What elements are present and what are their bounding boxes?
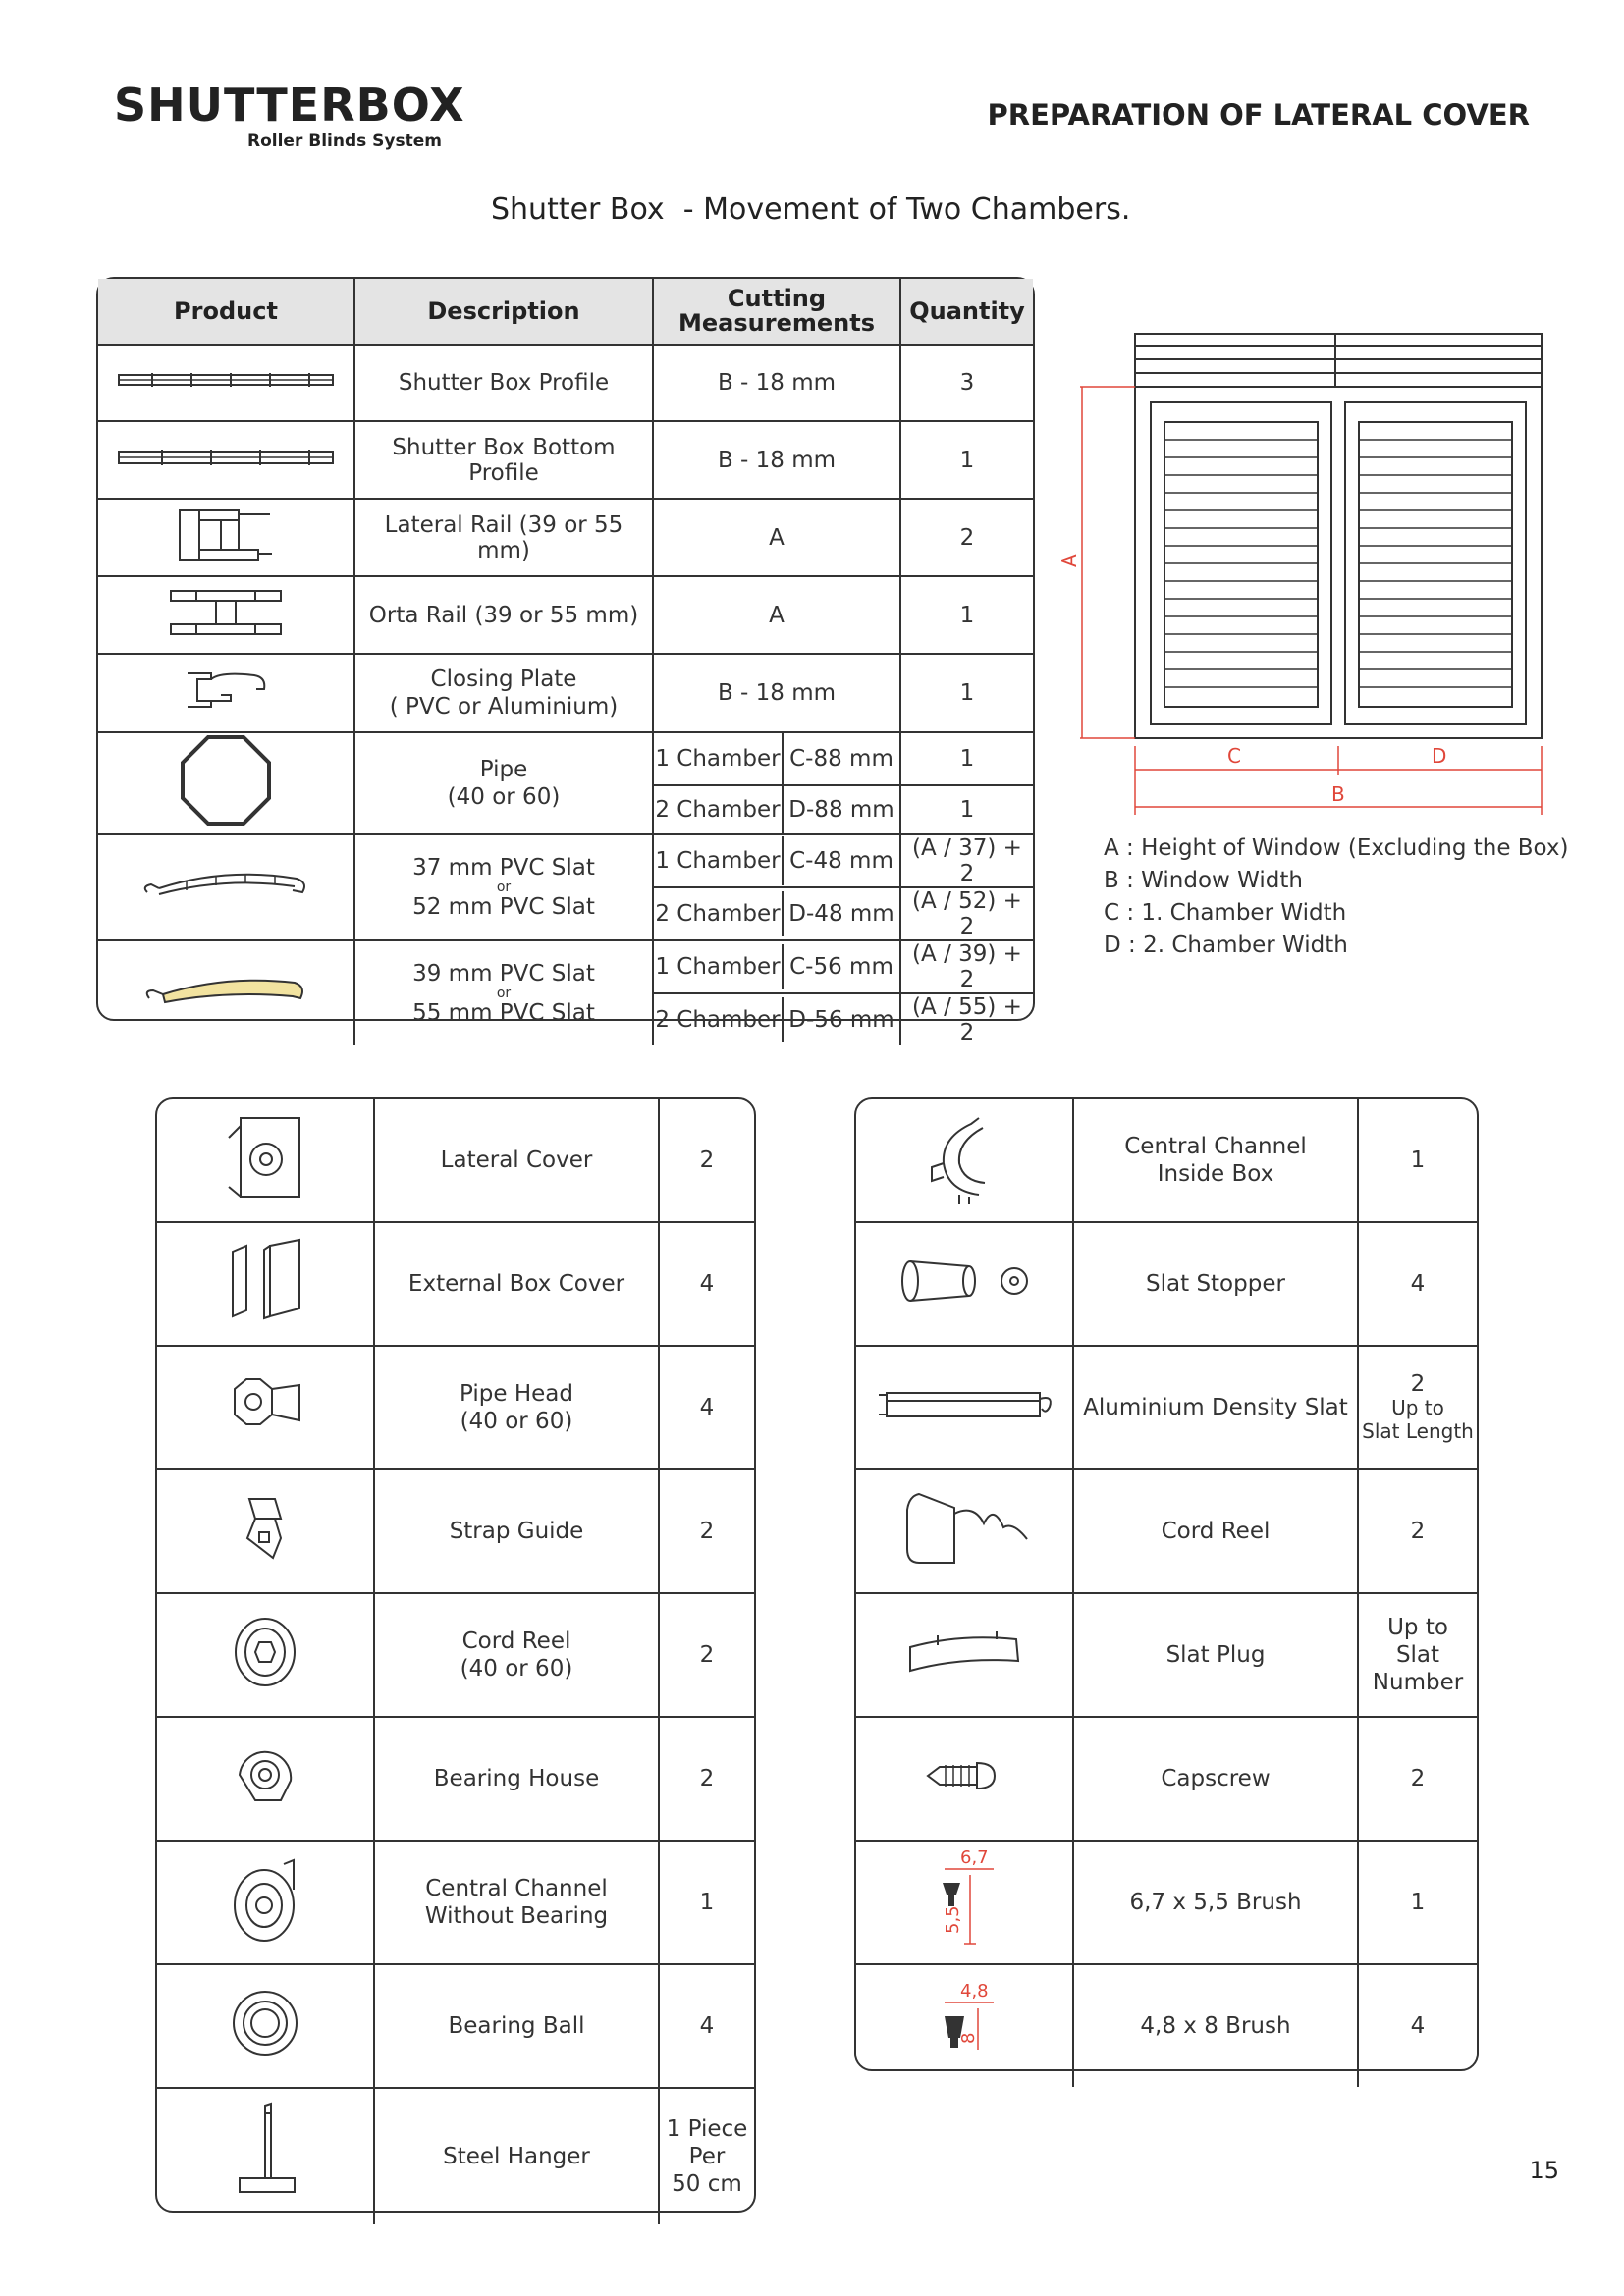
strap-guide-icon bbox=[157, 1469, 374, 1593]
cutting-table bbox=[96, 277, 1035, 1045]
dim-label-a: A bbox=[1057, 554, 1081, 567]
table-row bbox=[157, 1593, 754, 1717]
item-name: Capscrew bbox=[1073, 1717, 1358, 1841]
brush-icon bbox=[856, 1964, 1073, 2087]
table-row bbox=[856, 1469, 1477, 1593]
table-row bbox=[98, 499, 1033, 576]
legend-item: A : Height of Window (Excluding the Box) bbox=[1104, 835, 1569, 861]
table-row bbox=[856, 1222, 1477, 1346]
table-row bbox=[157, 2088, 754, 2224]
item-qty: 2 bbox=[1358, 1469, 1477, 1593]
table-header-row bbox=[98, 279, 1033, 345]
table-row bbox=[157, 1841, 754, 1964]
brush-dim-w: 4,8 bbox=[960, 1981, 989, 2002]
item-qty: 2 Up to Slat Length bbox=[1358, 1346, 1477, 1469]
pipe-head-icon bbox=[157, 1346, 374, 1469]
table-row bbox=[856, 1717, 1477, 1841]
row-measure: 1 Chamber C-88 mm bbox=[653, 732, 900, 785]
central-channel-icon bbox=[157, 1841, 374, 1964]
item-qty: 1 Piece Per 50 cm bbox=[666, 2116, 748, 2197]
item-qty: 2 bbox=[659, 1469, 754, 1593]
external-box-cover-icon bbox=[157, 1222, 374, 1346]
brush-dim-w: 6,7 bbox=[960, 1847, 989, 1868]
legend-item: C : 1. Chamber Width bbox=[1104, 900, 1347, 926]
table-row bbox=[98, 576, 1033, 654]
brand-name: SHUTTERBOX bbox=[114, 79, 465, 132]
capscrew-icon bbox=[856, 1717, 1073, 1841]
yellow-slat-icon bbox=[98, 940, 354, 1045]
item-qty: 2 bbox=[659, 1593, 754, 1717]
item-qty: 4 bbox=[659, 1964, 754, 2088]
row-measure: 2 Chamber D-56 mm bbox=[653, 993, 900, 1045]
row-quantity: (A / 39) + 2 bbox=[900, 940, 1033, 993]
lateral-cover-icon bbox=[157, 1099, 374, 1222]
profile-icon bbox=[98, 345, 354, 421]
row-quantity: (A / 37) + 2 bbox=[900, 834, 1033, 887]
item-qty: 2 bbox=[659, 1717, 754, 1841]
brand-tagline: Roller Blinds System bbox=[247, 132, 442, 151]
bottom-profile-icon bbox=[98, 421, 354, 499]
row-measure: 2 Chamber D-48 mm bbox=[653, 887, 900, 940]
item-name: Central Channel Without Bearing bbox=[374, 1841, 659, 1964]
table-row bbox=[856, 1841, 1477, 1964]
window-diagram bbox=[1057, 324, 1551, 815]
item-name: Bearing Ball bbox=[374, 1964, 659, 2088]
row-measure: B - 18 mm bbox=[653, 345, 900, 421]
item-qty: 2 bbox=[1358, 1717, 1477, 1841]
item-name: Aluminium Density Slat bbox=[1073, 1346, 1358, 1469]
item-qty: 1 bbox=[1358, 1841, 1477, 1964]
orta-rail-icon bbox=[98, 576, 354, 654]
row-quantity: 1 bbox=[900, 654, 1033, 732]
header-product: Product bbox=[98, 279, 354, 345]
item-qty: 4 bbox=[659, 1222, 754, 1346]
row-measure: A bbox=[653, 576, 900, 654]
legend-item: D : 2. Chamber Width bbox=[1104, 933, 1348, 958]
table-row bbox=[98, 732, 1033, 785]
header-description: Description bbox=[354, 279, 653, 345]
row-measure: A bbox=[653, 499, 900, 576]
row-measure: B - 18 mm bbox=[653, 654, 900, 732]
brush-icon bbox=[856, 1841, 1073, 1964]
density-slat-icon bbox=[856, 1346, 1073, 1469]
brush-dim-h: 5,5 bbox=[943, 1905, 963, 1934]
slat-plug-icon bbox=[856, 1593, 1073, 1717]
table-row bbox=[98, 345, 1033, 421]
item-name: Lateral Cover bbox=[374, 1099, 659, 1222]
steel-hanger-icon bbox=[157, 2088, 374, 2224]
table-row bbox=[157, 1717, 754, 1841]
table-row bbox=[856, 1593, 1477, 1717]
row-description: Shutter Box Bottom Profile bbox=[354, 421, 653, 499]
item-name: Pipe Head (40 or 60) bbox=[374, 1346, 659, 1469]
row-description: Pipe (40 or 60) bbox=[354, 732, 653, 834]
row-quantity: 1 bbox=[900, 732, 1033, 785]
pvc-slat-icon bbox=[98, 834, 354, 940]
bearing-house-icon bbox=[157, 1717, 374, 1841]
item-name: Strap Guide bbox=[374, 1469, 659, 1593]
lateral-rail-icon bbox=[98, 499, 354, 576]
central-channel-box-icon bbox=[856, 1099, 1073, 1222]
page-title: PREPARATION OF LATERAL COVER bbox=[987, 98, 1530, 132]
row-quantity: 1 bbox=[900, 421, 1033, 499]
item-qty: Up to Slat Number bbox=[1358, 1593, 1477, 1717]
row-quantity: 1 bbox=[900, 576, 1033, 654]
section-subtitle: Shutter Box - Movement of Two Chambers. bbox=[491, 192, 1131, 227]
table-row bbox=[856, 1964, 1477, 2087]
table-row bbox=[856, 1099, 1477, 1222]
item-qty: 4 bbox=[1358, 1222, 1477, 1346]
item-name: 6,7 x 5,5 Brush bbox=[1073, 1841, 1358, 1964]
pipe-octagon-icon bbox=[98, 732, 354, 834]
item-name: Steel Hanger bbox=[374, 2088, 659, 2224]
row-description: 39 mm PVC Slat or 55 mm PVC Slat bbox=[354, 940, 653, 1045]
row-measure: 1 Chamber C-56 mm bbox=[653, 940, 900, 993]
brand-logo bbox=[114, 79, 465, 151]
table-row bbox=[157, 1469, 754, 1593]
row-description: Shutter Box Profile bbox=[354, 345, 653, 421]
item-name: 4,8 x 8 Brush bbox=[1073, 1964, 1358, 2087]
item-qty: 1 bbox=[1358, 1099, 1477, 1222]
row-quantity: 2 bbox=[900, 499, 1033, 576]
row-description: Closing Plate ( PVC or Aluminium) bbox=[354, 654, 653, 732]
table-row bbox=[98, 940, 1033, 993]
dim-label-d: D bbox=[1432, 744, 1447, 768]
item-name: Central Channel Inside Box bbox=[1073, 1099, 1358, 1222]
table-row bbox=[856, 1346, 1477, 1469]
table-row bbox=[98, 834, 1033, 887]
item-qty: 4 bbox=[1410, 2013, 1426, 2039]
page-number: 15 bbox=[1529, 2157, 1559, 2184]
row-description: Lateral Rail (39 or 55 mm) bbox=[354, 499, 653, 576]
item-name: Slat Plug bbox=[1073, 1593, 1358, 1717]
row-quantity: 3 bbox=[900, 345, 1033, 421]
header-quantity: Quantity bbox=[900, 279, 1033, 345]
item-qty: 1 bbox=[659, 1841, 754, 1964]
accessories-table-right bbox=[854, 1097, 1479, 2071]
table-row bbox=[157, 1964, 754, 2088]
brush-dim-h: 8 bbox=[958, 2032, 979, 2044]
table-row bbox=[157, 1099, 754, 1222]
item-name: Slat Stopper bbox=[1073, 1222, 1358, 1346]
item-name: Cord Reel bbox=[1073, 1469, 1358, 1593]
table-row bbox=[98, 421, 1033, 499]
table-row bbox=[157, 1346, 754, 1469]
row-quantity: (A / 55) + 2 bbox=[900, 993, 1033, 1045]
item-name: Bearing House bbox=[374, 1717, 659, 1841]
row-quantity: (A / 52) + 2 bbox=[900, 887, 1033, 940]
dim-label-c: C bbox=[1227, 744, 1241, 768]
cord-reel-icon bbox=[856, 1469, 1073, 1593]
dimension-legend bbox=[1104, 832, 1569, 962]
table-row bbox=[157, 1222, 754, 1346]
table-row bbox=[98, 654, 1033, 732]
item-name: External Box Cover bbox=[374, 1222, 659, 1346]
bearing-ball-icon bbox=[157, 1964, 374, 2088]
dim-label-b: B bbox=[1331, 782, 1345, 806]
row-description: Orta Rail (39 or 55 mm) bbox=[354, 576, 653, 654]
row-description: 37 mm PVC Slat or 52 mm PVC Slat bbox=[354, 834, 653, 940]
row-quantity: 1 bbox=[900, 785, 1033, 834]
item-qty: 2 bbox=[659, 1099, 754, 1222]
slat-stopper-icon bbox=[856, 1222, 1073, 1346]
cord-reel-disc-icon bbox=[157, 1593, 374, 1717]
row-measure: 2 Chamber D-88 mm bbox=[653, 785, 900, 834]
item-name: Cord Reel (40 or 60) bbox=[374, 1593, 659, 1717]
item-qty: 4 bbox=[659, 1346, 754, 1469]
row-measure: B - 18 mm bbox=[653, 421, 900, 499]
accessories-table-left bbox=[155, 1097, 756, 2213]
header-cutting: Cutting Measurements bbox=[653, 279, 900, 345]
legend-item: B : Window Width bbox=[1104, 868, 1303, 893]
row-measure: 1 Chamber C-48 mm bbox=[653, 834, 900, 887]
closing-plate-icon bbox=[98, 654, 354, 732]
